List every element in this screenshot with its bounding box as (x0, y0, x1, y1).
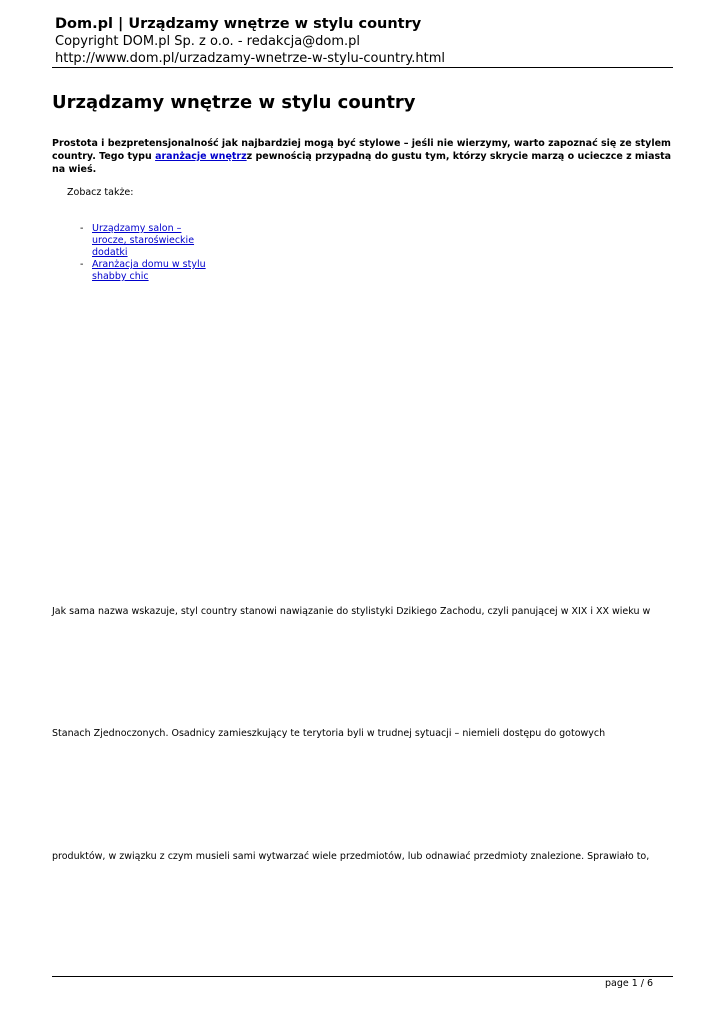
list-dash: - (80, 223, 84, 234)
list-item (80, 259, 230, 283)
site-title: Dom.pl | Urządzamy wnętrze w stylu country (55, 16, 422, 32)
body-text-line: Stanach Zjednoczonych. Osadnicy zamieszkujący te terytoria byli w trudnej sytuacji – niemieli dostępu do gotowych (52, 728, 606, 739)
body-text-line: Jak sama nazwa wskazuje, styl country stanowi nawiązanie do stylistyki Dzikiego Zachodu, czyli panującej w XIX i XX wieku w (52, 606, 651, 617)
lead-text-end: z pewnością przypadną do gustu tym, którzy skrycie marzą o ucieczce z miasta na wieś. (52, 151, 672, 175)
source-url: http://www.dom.pl/urzadzamy-wnetrze-w-stylu-country.html (55, 51, 445, 66)
body-text-line: produktów, w związku z czym musieli sami wytwarzać wiele przedmiotów, lub odnawiać przedmioty znalezione. Sprawiało to, (52, 851, 650, 862)
interior-design-link[interactable]: aranżacje wnętrz (155, 151, 247, 162)
see-also-label: Zobacz także: (67, 187, 134, 198)
footer-divider (52, 976, 673, 977)
copyright-line: Copyright DOM.pl Sp. z o.o. - redakcja@dom.pl (55, 34, 361, 49)
article-title: Urządzamy wnętrze w stylu country (52, 92, 416, 113)
related-articles-list (80, 223, 230, 283)
list-dash: - (80, 259, 84, 270)
list-item (80, 223, 230, 259)
lead-paragraph (52, 137, 672, 176)
header-divider (52, 67, 673, 68)
lead-text-start: Prostota i bezpretensjonalność jak najbardziej mogą być stylowe – jeśli nie wierzymy, warto zapoznać się ze stylem country. Tego typu (52, 138, 671, 162)
document-header (55, 16, 673, 67)
related-link-shabby-chic[interactable]: Aranżacja domu w stylu shabby chic (92, 259, 206, 282)
related-link-salon[interactable]: Urządzamy salon – urocze, staroświeckie dodatki (92, 223, 195, 258)
page-number: page 1 / 6 (605, 978, 654, 989)
